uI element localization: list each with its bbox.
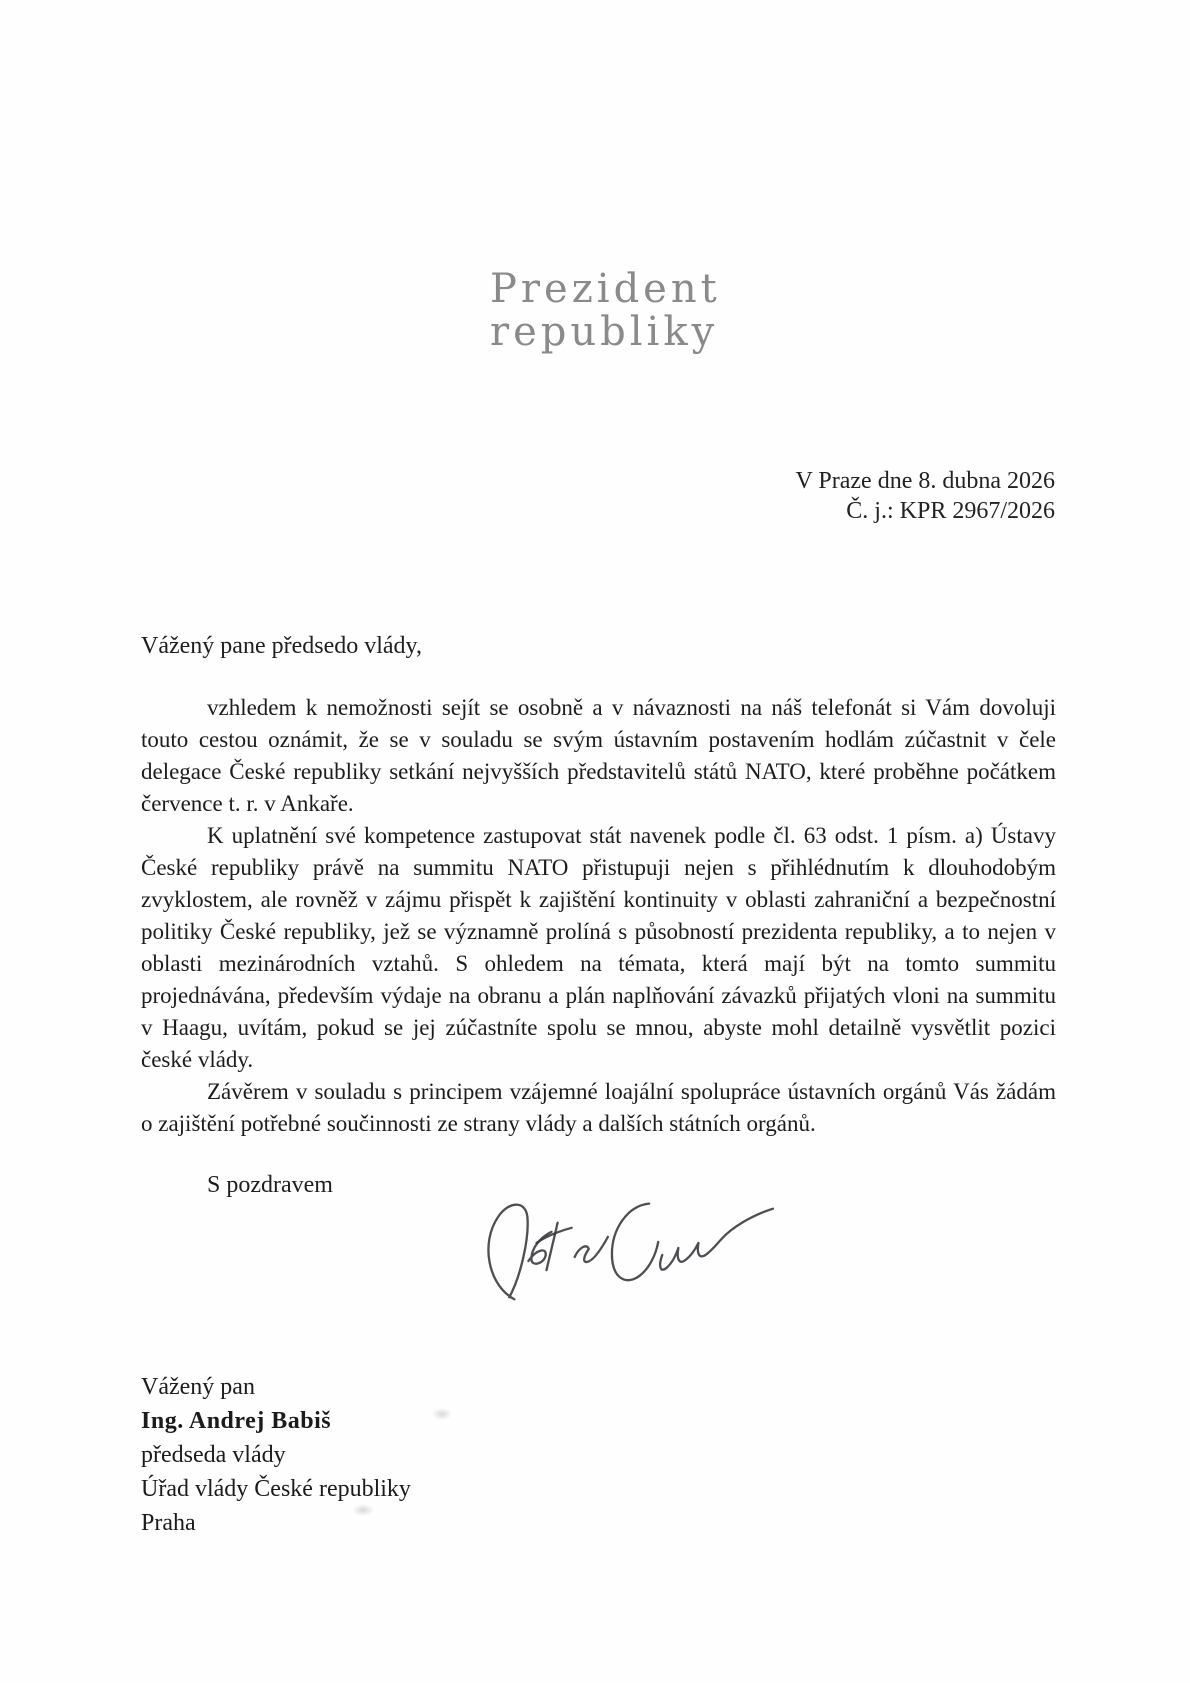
reference-number-line: Č. j.: KPR 2967/2026	[846, 498, 1055, 524]
recipient-line: Praha	[141, 1510, 196, 1536]
recipient-line: předseda vlády	[141, 1442, 286, 1468]
letterhead-line-2: republiky	[490, 309, 719, 355]
recipient-line: Vážený pan	[141, 1374, 255, 1400]
letterhead-line-1: Prezident	[490, 266, 721, 312]
body-paragraph-1: vzhledem k nemožnosti sejít se osobně a v návaznosti na náš telefonát si Vám dovoluji touto cestou oznámit, že se v souladu se svým ústavním postavením hodlám zúčastnit v čele delegace České republiky setkání nejvyšších představitelů států NATO, které proběhne počátkem července t. r. v Ankaře.	[141, 695, 1056, 816]
recipient-block	[141, 1370, 411, 1540]
letter-meta	[796, 466, 1056, 526]
recipient-name: Ing. Andrej Babiš	[141, 1408, 332, 1434]
letterhead	[490, 268, 721, 354]
handwritten-signature	[468, 1196, 780, 1318]
salutation: Vážený pane předsedo vlády,	[141, 633, 422, 659]
body-paragraph-2: K uplatnění své kompetence zastupovat stát navenek podle čl. 63 odst. 1 písm. a) Ústavy České republiky právě na summitu NATO přistupuji nejen s přihlédnutím k dlouhodobým zvyklostem, ale rovněž v zájmu přispět k zajištění kontinuity v oblasti zahraniční a bezpečnostní politiky České republiky, jež se významně prolíná s působností prezidenta republiky, a to nejen v oblasti mezinárodních vztahů. S ohledem na témata, která mají být na tomto summitu projednávána, především výdaje na obranu a plán naplňování závazků přijatých vloni na summitu v Haagu, uvítám, pokud se jej zúčastníte spolu se mnou, abyste mohl detailně vysvětlit pozici české vlády.	[141, 823, 1056, 1072]
valediction: S pozdravem	[207, 1172, 333, 1198]
letter-body	[141, 692, 1056, 1140]
recipient-line: Úřad vlády České republiky	[141, 1476, 411, 1502]
scan-smudge	[352, 1504, 374, 1516]
place-date-line: V Praze dne 8. dubna 2026	[795, 468, 1055, 494]
body-paragraph-3: Závěrem v souladu s principem vzájemné loajální spolupráce ústavních orgánů Vás žádám o zajištění potřebné součinnosti ze strany vlády a dalších státních orgánů.	[141, 1079, 1056, 1136]
scan-smudge	[432, 1408, 452, 1420]
